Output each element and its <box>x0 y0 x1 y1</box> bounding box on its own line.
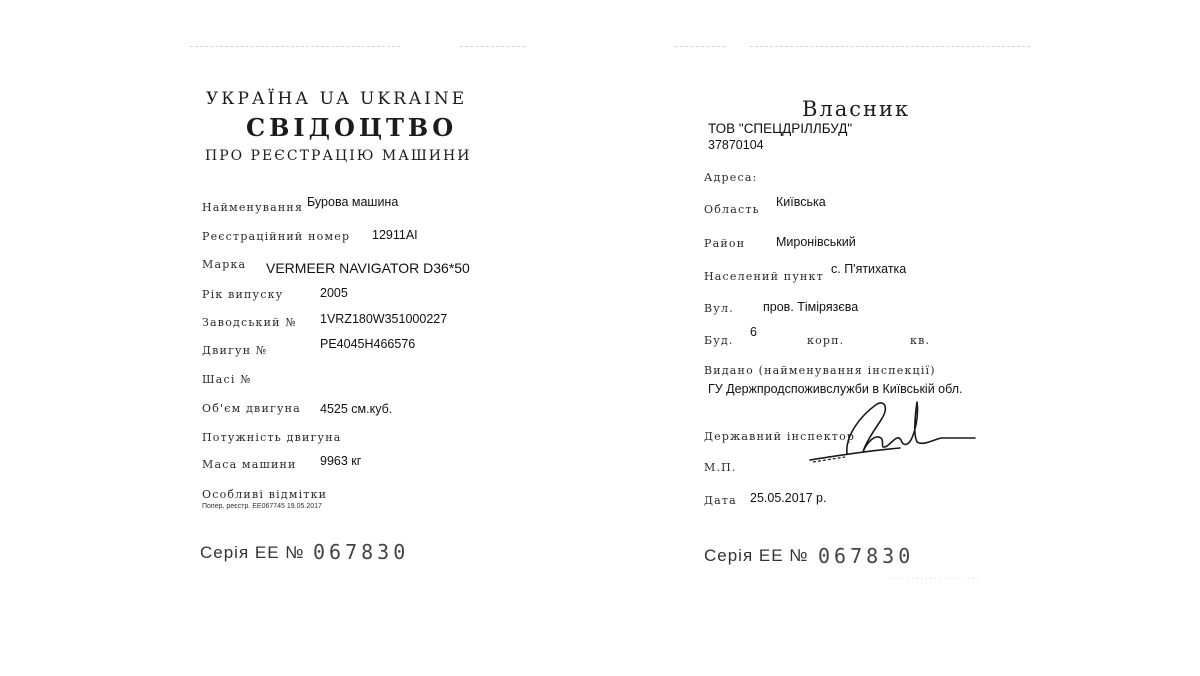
street-value: пров. Тімірязєва <box>763 300 859 314</box>
special-marks-value: Попер. реєстр. ЕЕ067745 19.05.2017 <box>202 503 322 510</box>
building-label: Буд. <box>704 334 734 347</box>
document-title: СВІДОЦТВО <box>246 113 458 142</box>
year-value: 2005 <box>320 286 348 300</box>
scan-artifact-line <box>460 46 525 47</box>
issued-by-value: ГУ Держпродспоживслужби в Київській обл. <box>708 382 963 396</box>
stamp-label: М.П. <box>704 461 737 474</box>
year-label: Рік випуску <box>202 288 284 301</box>
series-number: 067830 <box>313 540 410 564</box>
oblast-value: Київська <box>776 195 826 209</box>
brand-label: Марка <box>202 258 247 271</box>
scan-artifact-line <box>675 46 725 47</box>
inspector-label: Державний інспектор <box>704 430 856 443</box>
date-value: 25.05.2017 р. <box>750 491 827 505</box>
factory-number-value: 1VRZ180W351000227 <box>320 312 448 326</box>
address-label: Адреса: <box>704 171 758 184</box>
date-label: Дата <box>704 494 737 507</box>
series-label: Серія ЕЕ № <box>704 546 809 565</box>
engine-power-label: Потужність двигуна <box>202 431 342 444</box>
engine-number-label: Двигун № <box>202 344 268 357</box>
owner-name: ТОВ "СПЕЦДРІЛЛБУД" <box>708 121 853 136</box>
apartment-label: кв. <box>910 334 931 347</box>
inspector-signature <box>805 396 980 466</box>
korpus-label: корп. <box>807 334 845 347</box>
name-value: Бурова машина <box>307 195 399 209</box>
factory-number-label: Заводський № <box>202 316 297 329</box>
oblast-label: Область <box>704 203 760 216</box>
owner-title: Власник <box>802 97 911 121</box>
scan-artifact-line <box>750 46 1030 47</box>
series-number: 067830 <box>818 544 915 568</box>
owner-code: 37870104 <box>708 138 764 152</box>
mass-value: 9963 кг <box>320 454 362 468</box>
settlement-label: Населений пункт <box>704 270 824 283</box>
chassis-number-label: Шасі № <box>202 373 252 386</box>
series-label: Серія ЕЕ № <box>200 543 305 562</box>
special-marks-label: Особливі відмітки <box>202 488 328 501</box>
scan-artifact-line <box>190 46 400 47</box>
reg-number-label: Реєстраційний номер <box>202 230 351 243</box>
engine-volume-value: 4525 см.куб. <box>320 402 393 416</box>
name-label: Найменування <box>202 201 304 214</box>
building-value: 6 <box>750 325 757 339</box>
mass-label: Маса машини <box>202 458 297 471</box>
district-value: Миронівський <box>776 235 856 249</box>
document-subtitle: ПРО РЕЄСТРАЦІЮ МАШИНИ <box>205 148 472 164</box>
settlement-value: с. П'ятихатка <box>831 262 907 276</box>
engine-number-value: PE4045H466576 <box>320 337 416 351</box>
reg-number-value: 12911АІ <box>372 228 418 242</box>
brand-value: VERMEER NAVIGATOR D36*50 <box>266 260 470 276</box>
certificate-back-page <box>600 0 1200 676</box>
country-header: УКРАЇНА UA UKRAINE <box>206 89 468 109</box>
issued-by-label: Видано (найменування інспекції) <box>704 364 936 377</box>
district-label: Район <box>704 237 746 250</box>
engine-volume-label: Об'єм двигуна <box>202 402 301 415</box>
street-label: Вул. <box>704 302 734 315</box>
printer-imprint: · · · · · · · · · · · · · · · · · · · · <box>888 576 980 582</box>
